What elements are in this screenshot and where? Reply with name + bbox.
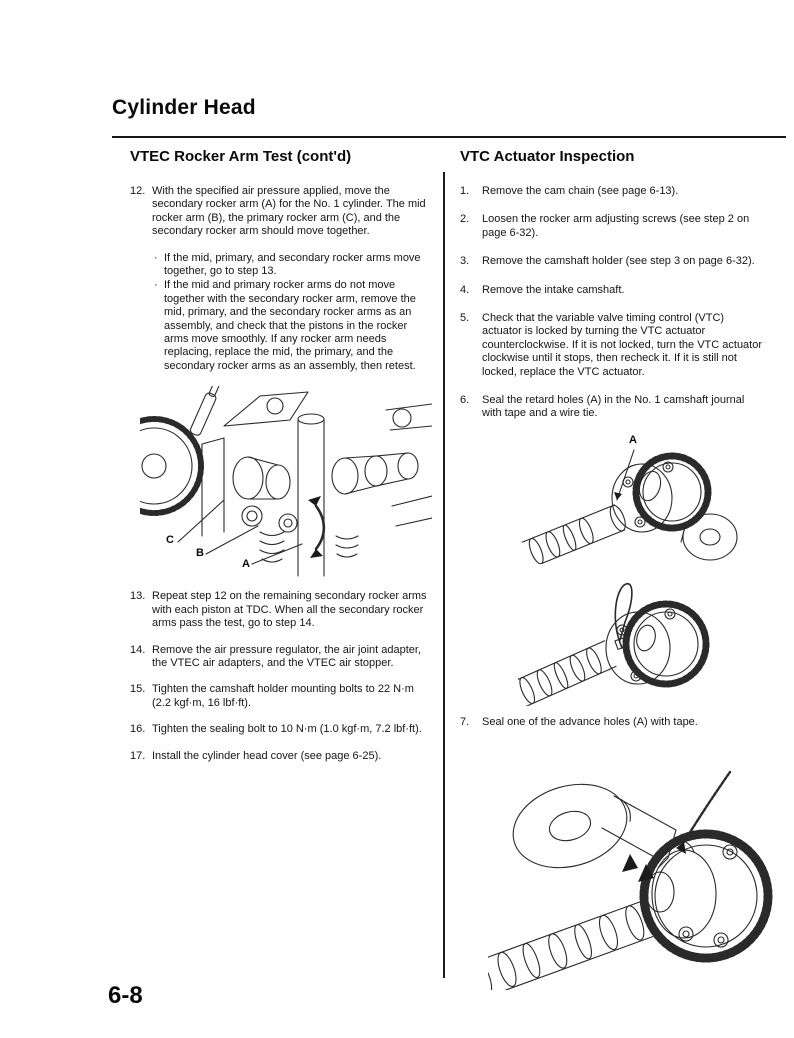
step-text: Tighten the sealing bolt to 10 N·m (1.0 kgf·m, 7.2 lbf·ft). <box>152 723 422 736</box>
camshaft-wire-tie-illustration <box>518 568 748 706</box>
step-text: Repeat step 12 on the remaining secondary rocker arms with each piston at TDC. When all the secondary rocker arms pass the test, go to step 14. <box>152 590 427 630</box>
rocker-arm-illustration-svg <box>140 386 432 578</box>
step-6 <box>460 394 766 421</box>
step-text: Seal one of the advance holes (A) with tape. <box>482 715 698 728</box>
camshaft-retard-holes-svg <box>522 433 752 564</box>
step-text: Remove the intake camshaft. <box>482 283 625 296</box>
step-number: 2. <box>460 213 470 226</box>
page-number: 6-8 <box>108 982 143 1009</box>
step-2 <box>460 213 766 240</box>
rocker-arm-assembly-illustration <box>140 386 432 578</box>
step-number: 7. <box>460 715 470 728</box>
step-number: 16. <box>130 723 146 736</box>
right-section-heading: VTC Actuator Inspection <box>460 148 635 165</box>
step-number: 17. <box>130 749 146 762</box>
figure-label-a: A <box>629 433 637 446</box>
bullet-text: If the mid, primary, and secondary rocker arms move together, go to step 13. <box>164 251 421 278</box>
step-number: 14. <box>130 643 146 656</box>
camshaft-retard-holes-illustration <box>522 433 752 564</box>
camshaft-wire-tie-svg <box>518 568 748 706</box>
tape-sealing-illustration <box>488 744 780 990</box>
step-number: 4. <box>460 283 470 296</box>
step-3 <box>460 255 766 268</box>
tape-sealing-svg <box>488 744 780 990</box>
step-number: 5. <box>460 312 470 325</box>
bullet-item <box>154 252 434 279</box>
step-text: Loosen the rocker arm adjusting screws (see step 2 on page 6-32). <box>482 213 750 239</box>
step-12 <box>130 185 434 239</box>
step-16 <box>130 723 434 736</box>
step-1 <box>460 185 766 198</box>
step-text: Remove the air pressure regulator, the air joint adapter, the VTEC air adapters, and the VTEC air stopper. <box>152 643 422 669</box>
step-7 <box>460 716 766 729</box>
bullet-marker: · <box>154 279 158 292</box>
bullet-marker: · <box>154 251 158 264</box>
page-title: Cylinder Head <box>112 96 256 119</box>
bullet-text: If the mid and primary rocker arms do not move together with the secondary rocker arm, remove the mid, primary, and the secondary rocker arms as an assembly, and check that the pistons in the rocker arms move smoothly. If any rocker arm needs replacing, replace the mid, the primary, and the secondary rocker arms as an assembly, then retest. <box>164 279 416 372</box>
step-14 <box>130 644 434 671</box>
step-text: Tighten the camshaft holder mounting bolts to 22 N·m (2.2 kgf·m, 16 lbf·ft). <box>152 683 414 709</box>
step-4 <box>460 284 766 297</box>
step-text: Check that the variable valve timing control (VTC) actuator is locked by turning the VTC actuator counterclockwise. If it is not locked, turn the VTC actuator clockwise until it stops, then recheck it. If it is still not locked, replace the VTC actuator. <box>482 312 763 378</box>
step-number: 13. <box>130 590 146 603</box>
figure-label-c: C <box>166 534 174 547</box>
step-13 <box>130 590 434 630</box>
bullet-item <box>154 279 434 373</box>
step-12-bullets <box>154 252 434 374</box>
left-column <box>130 148 434 776</box>
column-divider <box>443 172 445 978</box>
left-section-heading: VTEC Rocker Arm Test (cont'd) <box>130 148 352 165</box>
step-5 <box>460 312 766 379</box>
step-number: 6. <box>460 394 470 407</box>
step-number: 15. <box>130 683 146 696</box>
title-rule <box>112 136 786 138</box>
step-text: Install the cylinder head cover (see page 6-25). <box>152 749 382 762</box>
step-number: 12. <box>130 185 146 197</box>
figure-label-b: B <box>196 547 204 560</box>
step-number: 3. <box>460 255 470 268</box>
right-column <box>460 148 766 990</box>
step-text: Remove the cam chain (see page 6-13). <box>482 185 679 197</box>
step-text: Seal the retard holes (A) in the No. 1 camshaft journal with tape and a wire tie. <box>482 394 745 420</box>
step-text: Remove the camshaft holder (see step 3 on page 6-32). <box>482 255 755 268</box>
step-number: 1. <box>460 185 470 197</box>
figure-label-a: A <box>242 558 250 571</box>
step-15 <box>130 683 434 710</box>
step-17 <box>130 750 434 763</box>
step-text: With the specified air pressure applied, move the secondary rocker arm (A) for the No. 1 cylinder. The mid rocker arm (B), the primary rocker arm (C), and the secondary rocker arm should move together. <box>152 185 426 238</box>
